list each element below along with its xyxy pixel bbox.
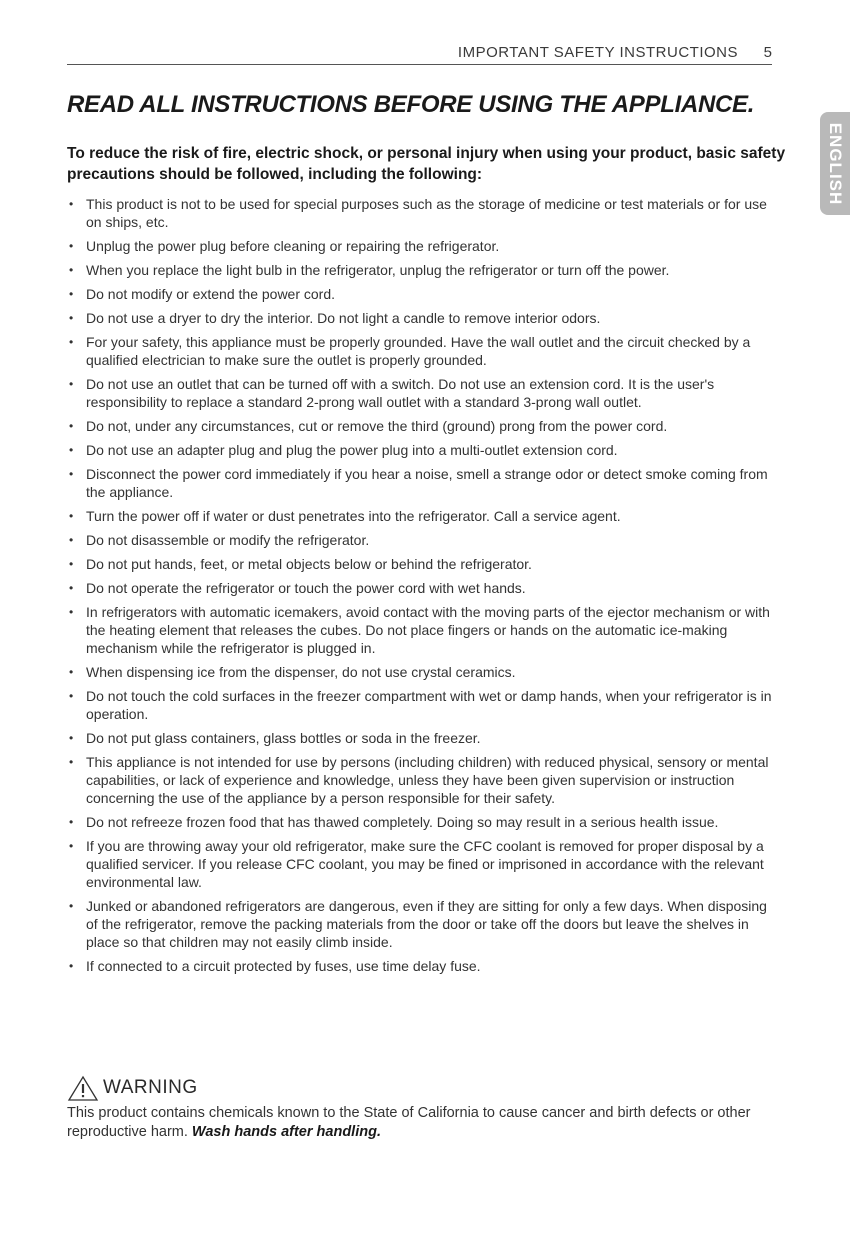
instruction-text: Junked or abandoned refrigerators are dangerous, even if they are sitting for only a few days. When disposing of the refrigerator, remove the packing materials from the door or take off the doors but leave the shelves in place so that children may not easily climb inside. [86,898,767,950]
language-tab [820,112,850,215]
instruction-text: Do not touch the cold surfaces in the freezer compartment with wet or damp hands, when your refrigerator is in operation. [86,688,772,722]
page-title: READ ALL INSTRUCTIONS BEFORE USING THE APPLIANCE. [67,91,755,118]
instruction-item [67,813,782,831]
page-header [67,42,772,65]
instruction-text: Do not, under any circumstances, cut or remove the third (ground) prong from the power cord. [86,418,668,434]
bullet-icon: • [69,467,74,481]
bullet-icon: • [69,533,74,547]
instruction-text: For your safety, this appliance must be properly grounded. Have the wall outlet and the circuit checked by a qualified electrician to make sure the outlet is properly grounded. [86,334,751,368]
instruction-item [67,465,782,501]
intro-paragraph: To reduce the risk of fire, electric shock, or personal injury when using your product, basic safety precautions should be followed, including the following: [67,145,786,183]
instruction-text: If you are throwing away your old refrigerator, make sure the CFC coolant is removed for proper disposal by a qualified servicer. If you release CFC coolant, you may be fined or imprisoned in accordance with the relevant environmental law. [86,838,764,890]
instruction-item [67,555,782,573]
instruction-item [67,753,782,807]
warning-triangle-icon [67,1075,99,1102]
instruction-item [67,285,782,303]
instruction-text: Do not disassemble or modify the refrigerator. [86,532,370,548]
instruction-item [67,261,782,279]
instruction-item [67,957,782,975]
bullet-icon: • [69,311,74,325]
instruction-text: Do not use a dryer to dry the interior. Do not light a candle to remove interior odors. [86,310,601,326]
instruction-item [67,237,782,255]
instruction-item [67,333,782,369]
instruction-item [67,687,782,723]
instruction-item [67,531,782,549]
instruction-item [67,375,782,411]
instruction-item [67,507,782,525]
bullet-icon: • [69,239,74,253]
instruction-text: When you replace the light bulb in the refrigerator, unplug the refrigerator or turn off the power. [86,262,670,278]
instruction-item [67,603,782,657]
bullet-icon: • [69,443,74,457]
bullet-icon: • [69,731,74,745]
bullet-icon: • [69,839,74,853]
bullet-icon: • [69,377,74,391]
instruction-text: This appliance is not intended for use by persons (including children) with reduced physical, sensory or mental capabilities, or lack of experience and knowledge, unless they have been given supervision or instruction concerning the use of the appliance by a person responsible for their safety. [86,754,769,806]
bullet-icon: • [69,815,74,829]
instruction-item [67,663,782,681]
instruction-item [67,417,782,435]
language-tab-label: ENGLISH [826,122,845,205]
instruction-item [67,897,782,951]
warning-text [67,1104,787,1142]
bullet-icon: • [69,689,74,703]
instruction-item [67,195,782,231]
instruction-text: Unplug the power plug before cleaning or repairing the refrigerator. [86,238,500,254]
instruction-text: Do not modify or extend the power cord. [86,286,336,302]
warning-emphasis: Wash hands after handling. [191,1124,381,1140]
bullet-icon: • [69,509,74,523]
warning-title: WARNING [103,1077,198,1098]
bullet-icon: • [69,581,74,595]
instruction-text: Turn the power off if water or dust penetrates into the refrigerator. Call a service agent. [86,508,621,524]
bullet-icon: • [69,755,74,769]
instruction-text: Do not operate the refrigerator or touch the power cord with wet hands. [86,580,526,596]
bullet-icon: • [69,899,74,913]
instruction-item [67,837,782,891]
bullet-icon: • [69,419,74,433]
bullet-icon: • [69,959,74,973]
instruction-text: If connected to a circuit protected by fuses, use time delay fuse. [86,958,481,974]
bullet-icon: • [69,197,74,211]
instruction-item [67,441,782,459]
section-title: IMPORTANT SAFETY INSTRUCTIONS [457,44,738,61]
instruction-text: Do not use an adapter plug and plug the power plug into a multi-outlet extension cord. [86,442,618,458]
instruction-text: Do not use an outlet that can be turned off with a switch. Do not use an extension cord. It is the user's responsibility to replace a standard 2-prong wall outlet with a standard 3-prong wall outlet. [86,376,715,410]
bullet-icon: • [69,287,74,301]
instruction-item [67,309,782,327]
bullet-icon: • [69,605,74,619]
instruction-text: This product is not to be used for special purposes such as the storage of medicine or test materials or for use on ships, etc. [86,196,767,230]
instruction-text: Disconnect the power cord immediately if you hear a noise, smell a strange odor or detect smoke coming from the appliance. [86,466,768,500]
warning-heading [67,1074,198,1102]
instruction-item [67,729,782,747]
instruction-text: Do not refreeze frozen food that has thawed completely. Doing so may result in a serious health issue. [86,814,719,830]
instruction-item [67,579,782,597]
bullet-icon: • [69,263,74,277]
bullet-icon: • [69,557,74,571]
instruction-text: In refrigerators with automatic icemakers, avoid contact with the moving parts of the ejector mechanism or with the heating element that releases the cubes. Do not place fingers or hands on the automatic ice-making mechanism while the refrigerator is plugged in. [86,604,770,656]
instruction-text: When dispensing ice from the dispenser, do not use crystal ceramics. [86,664,516,680]
page-number: 5 [763,44,772,61]
warning-body: This product contains chemicals known to the State of California to cause cancer and birth defects or other reproductive harm. [67,1105,751,1140]
safety-instruction-list [67,195,782,981]
bullet-icon: • [69,665,74,679]
instruction-text: Do not put glass containers, glass bottles or soda in the freezer. [86,730,481,746]
bullet-icon: • [69,335,74,349]
instruction-text: Do not put hands, feet, or metal objects below or behind the refrigerator. [86,556,532,572]
